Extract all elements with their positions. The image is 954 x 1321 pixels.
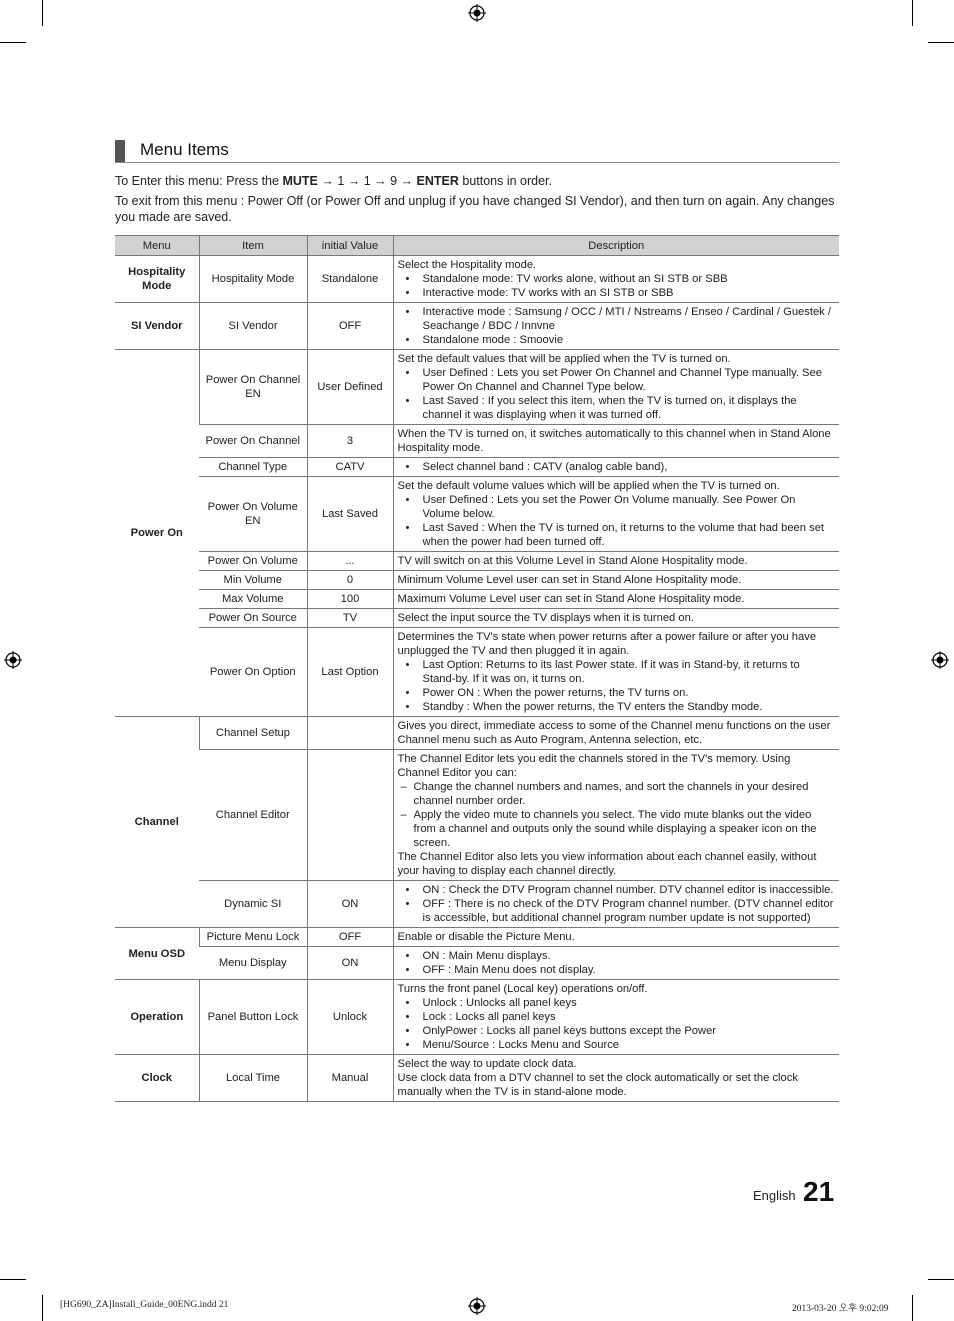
table-row	[115, 350, 839, 425]
bullet-item: • Standby : When the power returns, the TV enters the Standby mode.	[398, 700, 836, 714]
description-text: Turns the front panel (Local key) operations on/off.	[397, 983, 648, 995]
bullet-item: • Last Saved : If you select this item, when the TV is turned on, it displays the channel it was displaying when it was turned off.	[398, 394, 836, 422]
bullet-item: • Last Saved : When the TV is turned on, it returns to the volume that had been set when the power had been turned off.	[398, 521, 836, 549]
initial-value-cell: Last Option	[307, 628, 393, 717]
description-cell	[393, 458, 839, 477]
table-row	[115, 1055, 839, 1102]
item-cell: Panel Button Lock	[199, 980, 307, 1055]
description-text: Gives you direct, immediate access to some of the Channel menu functions on the user Channel menu such as Auto Program, Antenna selection, etc.	[397, 720, 831, 746]
footer-language: English	[753, 1188, 796, 1203]
print-slug-date: 2013-03-20 오후 9:02:09	[792, 1304, 889, 1314]
description-list	[398, 493, 836, 549]
description-cell	[393, 881, 839, 928]
intro-text: buttons in order.	[458, 174, 553, 188]
description-list	[398, 460, 836, 474]
description-text: When the TV is turned on, it switches automatically to this channel when in Stand Alone Hospitality mode.	[397, 428, 831, 454]
bullet-item: • OnlyPower : Locks all panel keys buttons except the Power	[398, 1024, 836, 1038]
initial-value-cell: Unlock	[307, 980, 393, 1055]
crop-mark	[0, 1279, 26, 1280]
table-row	[115, 256, 839, 303]
registration-mark-icon	[4, 651, 22, 669]
item-cell: Channel Editor	[199, 750, 307, 881]
crop-mark	[912, 1295, 913, 1321]
menu-cell: Channel	[115, 717, 199, 928]
intro-enter-text	[115, 173, 839, 189]
bullet-item: • User Defined : Lets you set Power On Channel and Channel Type manually. See Power On Channel and Channel Type below.	[398, 366, 836, 394]
description-cell	[393, 628, 839, 717]
initial-value-cell: ON	[307, 947, 393, 980]
item-cell: Power On Volume EN	[199, 477, 307, 552]
bullet-item: • Unlock : Unlocks all panel keys	[398, 996, 836, 1010]
description-cell	[393, 552, 839, 571]
description-cell	[393, 350, 839, 425]
table-row	[115, 609, 839, 628]
enter-key-label: ENTER	[416, 174, 459, 188]
description-text: TV will switch on at this Volume Level in Stand Alone Hospitality mode.	[397, 555, 748, 567]
registration-mark-icon	[931, 651, 949, 669]
table-row	[115, 928, 839, 947]
initial-value-cell: 3	[307, 425, 393, 458]
bullet-item: • Standalone mode: TV works alone, without an SI STB or SBB	[398, 272, 836, 286]
heading-divider	[115, 162, 839, 163]
description-list	[398, 996, 836, 1052]
menu-cell: Menu OSD	[115, 928, 199, 980]
description-cell	[393, 928, 839, 947]
intro-text: To Enter this menu: Press the	[115, 174, 283, 188]
initial-value-cell	[307, 750, 393, 881]
table-row	[115, 980, 839, 1055]
initial-value-cell: Manual	[307, 1055, 393, 1102]
table-row	[115, 552, 839, 571]
column-header-item: Item	[199, 236, 307, 256]
table-row	[115, 628, 839, 717]
description-text: Use clock data from a DTV channel to set the clock automatically or set the clock manually when the TV is in stand-alone mode.	[397, 1072, 798, 1098]
key-sequence: → 1 → 1 → 9 →	[317, 174, 417, 188]
column-header-menu: Menu	[115, 236, 199, 256]
table-row	[115, 717, 839, 750]
item-cell: Hospitality Mode	[199, 256, 307, 303]
table-row	[115, 881, 839, 928]
description-text: Select the Hospitality mode.	[397, 259, 537, 271]
description-cell	[393, 256, 839, 303]
section-heading: Menu Items	[140, 140, 229, 159]
description-list	[398, 949, 836, 977]
description-cell	[393, 303, 839, 350]
registration-mark-icon	[468, 1297, 486, 1315]
description-list	[398, 272, 836, 300]
initial-value-cell: OFF	[307, 303, 393, 350]
crop-mark	[42, 1295, 43, 1321]
description-cell	[393, 425, 839, 458]
table-row	[115, 571, 839, 590]
initial-value-cell: 0	[307, 571, 393, 590]
description-cell	[393, 717, 839, 750]
description-text: Enable or disable the Picture Menu.	[397, 931, 575, 943]
bullet-item: • Interactive mode: TV works with an SI STB or SBB	[398, 286, 836, 300]
description-text: The Channel Editor lets you edit the channels stored in the TV's memory. Using Channel Editor you can:	[397, 753, 791, 779]
table-row	[115, 303, 839, 350]
description-cell	[393, 477, 839, 552]
dash-item: – Apply the video mute to channels you select. The vido mute blanks out the video from a channel and outputs only the sound while displaying a speaker icon on the screen.	[398, 808, 836, 850]
bullet-item: • Power ON : When the power returns, the TV turns on.	[398, 686, 836, 700]
description-list	[398, 658, 836, 714]
column-header-initial-value: initial Value	[307, 236, 393, 256]
mute-key-label: MUTE	[282, 174, 318, 188]
description-list	[398, 305, 836, 347]
item-cell: SI Vendor	[199, 303, 307, 350]
description-text: Select the input source the TV displays when it is turned on.	[397, 612, 694, 624]
initial-value-cell: 100	[307, 590, 393, 609]
bullet-item: • Interactive mode : Samsung / OCC / MTI / Nstreams / Enseo / Cardinal / Guestek / Seachange / BDC / Innvne	[398, 305, 836, 333]
initial-value-cell	[307, 717, 393, 750]
table-row	[115, 590, 839, 609]
menu-cell: Clock	[115, 1055, 199, 1102]
item-cell: Channel Type	[199, 458, 307, 477]
description-text: Set the default values that will be applied when the TV is turned on.	[397, 353, 731, 365]
initial-value-cell: TV	[307, 609, 393, 628]
menu-items-table	[115, 235, 839, 1102]
menu-cell: SI Vendor	[115, 303, 199, 350]
bullet-item: • Standalone mode : Smoovie	[398, 333, 836, 347]
table-header-row	[115, 236, 839, 256]
item-cell: Power On Channel	[199, 425, 307, 458]
table-row	[115, 458, 839, 477]
menu-cell: Operation	[115, 980, 199, 1055]
bullet-item: • OFF : There is no check of the DTV Program channel number. (DTV channel editor is accessible, but additional channel program number update is not supported)	[398, 897, 836, 925]
description-list	[398, 780, 836, 850]
description-cell	[393, 947, 839, 980]
bullet-item: • ON : Main Menu displays.	[398, 949, 836, 963]
bullet-item: • OFF : Main Menu does not display.	[398, 963, 836, 977]
menu-cell: Power On	[115, 350, 199, 717]
intro-exit-text: To exit from this menu : Power Off (or Power Off and unplug if you have changed SI Vendor), and then turn on again. Any changes you made are saved.	[115, 194, 835, 224]
heading-marker	[115, 140, 125, 162]
description-list	[398, 883, 836, 925]
crop-mark	[0, 42, 26, 43]
item-cell: Power On Source	[199, 609, 307, 628]
item-cell: Max Volume	[199, 590, 307, 609]
description-cell	[393, 571, 839, 590]
item-cell: Min Volume	[199, 571, 307, 590]
bullet-item: • Last Option: Returns to its last Power state. If it was in Stand-by, it returns to Stand-by. If it was on, it turns on.	[398, 658, 836, 686]
description-text: The Channel Editor also lets you view information about each channel easily, without your having to display each channel directly.	[397, 851, 817, 877]
initial-value-cell: User Defined	[307, 350, 393, 425]
registration-mark-icon	[468, 4, 486, 22]
item-cell: Power On Option	[199, 628, 307, 717]
description-text: Maximum Volume Level user can set in Stand Alone Hospitality mode.	[397, 593, 745, 605]
initial-value-cell: CATV	[307, 458, 393, 477]
initial-value-cell: OFF	[307, 928, 393, 947]
description-text: Minimum Volume Level user can set in Stand Alone Hospitality mode.	[397, 574, 742, 586]
item-cell: Channel Setup	[199, 717, 307, 750]
crop-mark	[928, 42, 954, 43]
page-number: 21	[803, 1176, 835, 1207]
description-text: Determines the TV's state when power returns after a power failure or after you have unplugged the TV and then plugged it in again.	[397, 631, 817, 657]
description-cell	[393, 980, 839, 1055]
initial-value-cell: ON	[307, 881, 393, 928]
description-cell	[393, 750, 839, 881]
description-text: Set the default volume values which will be applied when the TV is turned on.	[397, 480, 780, 492]
menu-cell: Hospitality Mode	[115, 256, 199, 303]
table-body	[115, 256, 839, 1102]
item-cell: Picture Menu Lock	[199, 928, 307, 947]
item-cell: Power On Channel EN	[199, 350, 307, 425]
initial-value-cell: ...	[307, 552, 393, 571]
table-row	[115, 947, 839, 980]
dash-item: – Change the channel numbers and names, and sort the channels in your desired channel number order.	[398, 780, 836, 808]
bullet-item: • Select channel band : CATV (analog cable band),	[398, 460, 836, 474]
item-cell: Local Time	[199, 1055, 307, 1102]
initial-value-cell: Standalone	[307, 256, 393, 303]
description-cell	[393, 590, 839, 609]
description-text: Select the way to update clock data.	[397, 1058, 577, 1070]
column-header-description: Description	[393, 236, 839, 256]
crop-mark	[928, 1279, 954, 1280]
item-cell: Menu Display	[199, 947, 307, 980]
bullet-item: • Lock : Locks all panel keys	[398, 1010, 836, 1024]
description-cell	[393, 1055, 839, 1102]
table-row	[115, 750, 839, 881]
item-cell: Power On Volume	[199, 552, 307, 571]
crop-mark	[42, 0, 43, 26]
bullet-item: • ON : Check the DTV Program channel number. DTV channel editor is inaccessible.	[398, 883, 836, 897]
bullet-item: • Menu/Source : Locks Menu and Source	[398, 1038, 836, 1052]
crop-mark	[912, 0, 913, 26]
initial-value-cell: Last Saved	[307, 477, 393, 552]
print-slug-file: [HG690_ZA]Install_Guide_00ENG.indd 21	[60, 1300, 229, 1310]
item-cell: Dynamic SI	[199, 881, 307, 928]
table-row	[115, 425, 839, 458]
table-row	[115, 477, 839, 552]
description-list	[398, 366, 836, 422]
bullet-item: • User Defined : Lets you set the Power On Volume manually. See Power On Volume below.	[398, 493, 836, 521]
description-cell	[393, 609, 839, 628]
